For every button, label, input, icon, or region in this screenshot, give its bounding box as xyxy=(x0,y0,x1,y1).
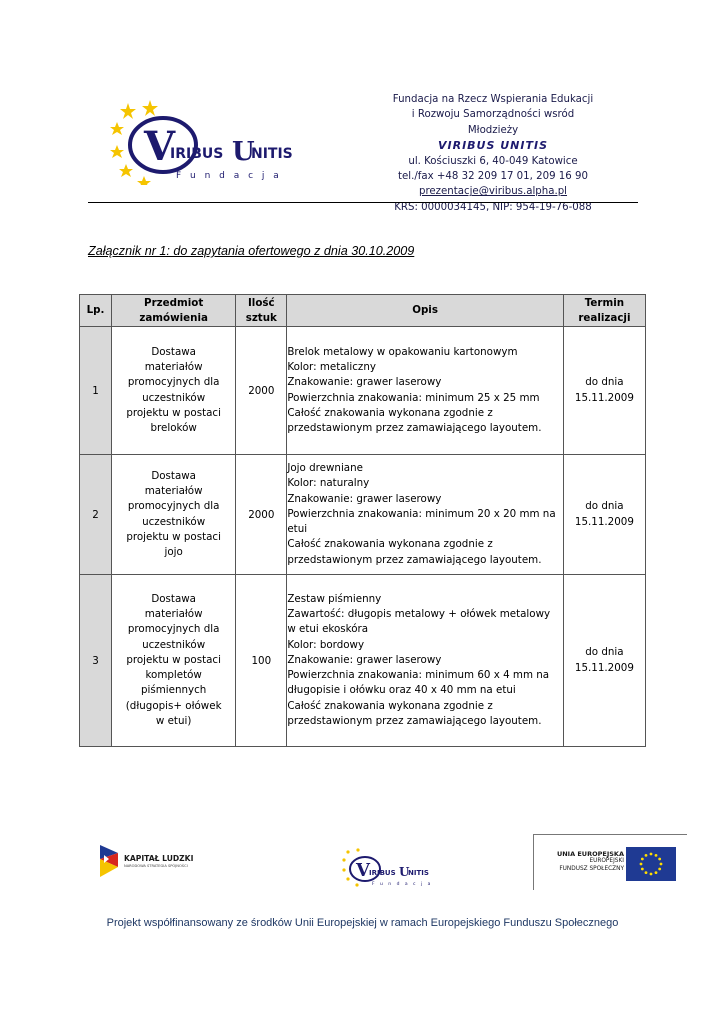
row-deadline-line: do dnia xyxy=(585,376,624,389)
row-deadline xyxy=(563,575,645,747)
row-item-line: (długopis+ ołówek xyxy=(125,699,222,712)
eu-star-icon xyxy=(645,854,648,857)
row-deadline xyxy=(563,327,645,455)
eu-star-icon xyxy=(641,868,644,871)
row-description-line: przedstawionym przez zamawiającego layoutem. xyxy=(287,553,542,566)
row-description-line: Kolor: metaliczny xyxy=(287,361,376,374)
svg-text:F u n d a c j a: F u n d a c j a xyxy=(372,882,433,887)
foundation-registry: KRS: 0000034145, NIP: 954-19-76-088 xyxy=(394,201,592,213)
row-number: 2 xyxy=(80,455,112,575)
eu-star-icon xyxy=(658,858,661,861)
row-quantity: 2000 xyxy=(236,455,287,575)
table-header-row xyxy=(80,295,646,327)
row-item-line: uczestników xyxy=(142,638,206,651)
header-item xyxy=(112,295,236,327)
eu-star-icon xyxy=(650,853,653,856)
row-description-line: Całość znakowania wykonana zgodnie z xyxy=(287,538,493,551)
table-row xyxy=(80,327,646,455)
row-deadline-line: 15.11.2009 xyxy=(574,661,634,674)
foundation-name-line2: i Rozwoju Samorządności wsród Młodzieży xyxy=(411,109,575,136)
eu-star-icon xyxy=(645,871,648,874)
row-number: 1 xyxy=(80,327,112,455)
eu-line1: UNIA EUROPEJSKA xyxy=(556,850,624,858)
row-deadline-line: do dnia xyxy=(585,500,624,513)
row-item-line: promocyjnych dla xyxy=(127,500,220,513)
row-description-line: Brelok metalowy w opakowaniu kartonowym xyxy=(287,345,518,358)
kapital-ludzki-subtitle: NARODOWA STRATEGIA SPÓJNOŚCI xyxy=(124,864,188,868)
foundation-email-link[interactable]: prezentacje@viribus.alpha.pl xyxy=(418,186,568,198)
row-item-line: projektu w postaci xyxy=(126,653,221,666)
row-item-line: piśmiennych xyxy=(140,684,207,697)
row-item-line: uczestników xyxy=(142,391,206,404)
header-qty-line: sztuk xyxy=(245,311,277,324)
svg-text:NITIS: NITIS xyxy=(251,146,293,162)
kapital-ludzki-title: KAPITAŁ LUDZKI xyxy=(124,854,194,863)
row-description-line: Całość znakowania wykonana zgodnie z xyxy=(287,699,493,712)
row-deadline-line: 15.11.2009 xyxy=(574,391,634,404)
row-description-line: w etui ekoskóra xyxy=(287,623,369,636)
eu-efs-text xyxy=(544,851,624,873)
row-description-line: Całość znakowania wykonana zgodnie z xyxy=(287,406,493,419)
eu-star-icon xyxy=(640,863,643,866)
header-item-line: zamówienia xyxy=(139,311,208,324)
eu-flag-icon xyxy=(626,847,676,881)
eu-star-icon xyxy=(641,858,644,861)
row-item-line: materiałów xyxy=(144,361,203,374)
row-item-line: breloków xyxy=(150,421,197,434)
foundation-address: ul. Kościuszki 6, 40-049 Katowice xyxy=(408,155,578,167)
row-item-line: projektu w postaci xyxy=(126,530,221,543)
eu-star-icon xyxy=(655,871,658,874)
row-description-line: Zawartość: długopis metalowy + ołówek metalowy xyxy=(287,608,551,621)
row-item-line: projektu w postaci xyxy=(126,406,221,419)
header-qty xyxy=(236,295,287,327)
row-description-line: długopisie i ołówku oraz 40 x 40 mm na etui xyxy=(287,684,516,697)
viribus-unitis-logo xyxy=(108,100,328,185)
row-item-line: Dostawa xyxy=(151,345,196,358)
viribus-unitis-footer-logo xyxy=(340,848,445,890)
row-item-line: promocyjnych dla xyxy=(127,623,220,636)
kapital-ludzki-flag-icon xyxy=(100,845,118,877)
foundation-contact-info xyxy=(392,92,594,215)
row-description-line: przedstawionym przez zamawiającego layoutem. xyxy=(287,714,542,727)
row-quantity: 100 xyxy=(236,575,287,747)
row-item-line: uczestników xyxy=(142,515,206,528)
row-item xyxy=(112,327,236,455)
kapital-ludzki-logo xyxy=(100,845,200,877)
header-term-line: Termin xyxy=(584,296,625,309)
row-deadline xyxy=(563,455,645,575)
row-description xyxy=(287,575,563,747)
row-description-line: przedstawionym przez zamawiającego layoutem. xyxy=(287,421,542,434)
row-item-line: jojo xyxy=(164,545,183,558)
foundation-name-line1: Fundacja na Rzecz Wspierania Edukacji xyxy=(392,94,594,105)
svg-text:F u n d a c j a: F u n d a c j a xyxy=(176,171,282,181)
header-divider xyxy=(88,202,638,203)
row-description-line: Powierzchnia znakowania: minimum 25 x 25 mm xyxy=(287,391,540,404)
attachment-title: Załącznik nr 1: do zapytania ofertowego z dnia 30.10.2009 xyxy=(88,244,415,258)
eu-star-icon xyxy=(658,868,661,871)
row-description-line: Znakowanie: grawer laserowy xyxy=(287,492,442,505)
foundation-brand: VIRIBUS UNITIS xyxy=(438,139,548,153)
eu-line3: FUNDUSZ SPOŁECZNY xyxy=(559,865,624,872)
row-item-line: materiałów xyxy=(144,485,203,498)
row-quantity: 2000 xyxy=(236,327,287,455)
row-description-line: etui xyxy=(287,523,308,536)
row-item xyxy=(112,455,236,575)
row-item-line: Dostawa xyxy=(151,593,196,606)
header-item-line: Przedmiot xyxy=(144,296,204,309)
table-row xyxy=(80,455,646,575)
row-description-line: Powierzchnia znakowania: minimum 20 x 20 mm na xyxy=(287,507,556,520)
row-description-line: Znakowanie: grawer laserowy xyxy=(287,376,442,389)
cofinancing-note: Projekt współfinansowany ze środków Unii Europejskiej w ramach Europejskiego Funduszu Społecznego xyxy=(106,917,619,929)
row-item-line: promocyjnych dla xyxy=(127,376,220,389)
row-item-line: materiałów xyxy=(144,608,203,621)
row-deadline-line: 15.11.2009 xyxy=(574,515,634,528)
row-item-line: Dostawa xyxy=(151,469,196,482)
row-item xyxy=(112,575,236,747)
row-item-line: kompletów xyxy=(145,669,202,682)
svg-text:U: U xyxy=(399,865,410,879)
eu-star-icon xyxy=(655,854,658,857)
eu-line2: EUROPEJSKI xyxy=(589,858,624,865)
svg-text:IRIBUS: IRIBUS xyxy=(170,146,224,162)
svg-text:U: U xyxy=(232,137,255,167)
row-description-line: Kolor: bordowy xyxy=(287,638,365,651)
svg-text:V: V xyxy=(144,123,176,170)
eu-star-icon xyxy=(660,863,663,866)
header-opis: Opis xyxy=(287,295,563,327)
row-description-line: Znakowanie: grawer laserowy xyxy=(287,653,442,666)
foundation-phone: tel./fax +48 32 209 17 01, 209 16 90 xyxy=(398,171,588,183)
eu-star-icon xyxy=(650,873,653,876)
svg-text:IRIBUS: IRIBUS xyxy=(369,869,396,877)
order-table xyxy=(79,294,646,747)
table-row xyxy=(80,575,646,747)
header-lp: Lp. xyxy=(80,295,112,327)
row-description-line: Powierzchnia znakowania: minimum 60 x 4 mm na xyxy=(287,669,550,682)
row-item-line: w etui) xyxy=(155,714,192,727)
row-description xyxy=(287,455,563,575)
row-description xyxy=(287,327,563,455)
row-description-line: Kolor: naturalny xyxy=(287,477,370,490)
header-term-line: realizacji xyxy=(578,311,631,324)
row-deadline-line: do dnia xyxy=(585,646,624,659)
row-description-line: Jojo drewniane xyxy=(287,462,363,475)
row-description-line: Zestaw piśmienny xyxy=(287,593,382,606)
row-number: 3 xyxy=(80,575,112,747)
header-qty-line: Ilość xyxy=(247,296,275,309)
eu-efs-logo xyxy=(533,834,687,890)
svg-text:V: V xyxy=(356,860,370,881)
header-term xyxy=(563,295,645,327)
svg-text:NITIS: NITIS xyxy=(408,869,429,877)
